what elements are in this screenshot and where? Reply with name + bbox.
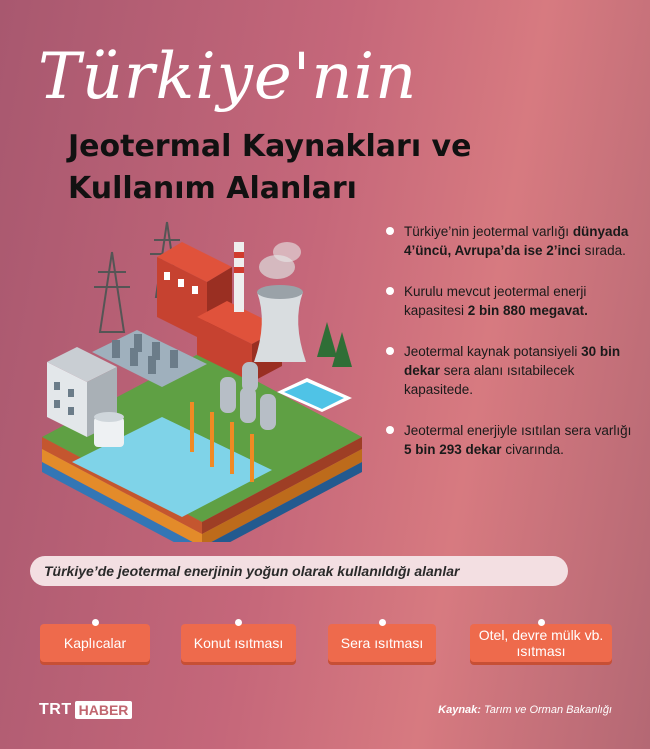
use-label: Kaplıcalar [63,635,127,651]
geothermal-plant-illustration [32,212,372,542]
use-button-hotel-heating[interactable] [470,624,612,662]
pin-icon [379,619,386,626]
title-line-2: Kullanım Alanları [68,171,357,206]
fact-highlight: 5 bin 293 dekar [404,442,502,457]
fact-highlight: 30 bin dekar [404,344,621,378]
use-button-residential-heating[interactable] [181,624,296,662]
source-text: Tarım ve Orman Bakanlığı [480,704,612,716]
bullet-icon [386,287,394,295]
facts-list [386,222,636,459]
source-credit [438,704,612,716]
pin-icon [92,619,99,626]
use-label: Konut ısıtması [193,635,284,651]
fact-item [386,282,636,320]
script-title: Türkiye'nin [38,40,418,114]
source-label: Kaynak: [438,704,481,716]
usage-areas-banner: Türkiye’de jeotermal enerjinin yoğun olarak kullanıldığı alanlar [30,556,568,586]
trt-haber-logo [39,700,132,720]
fact-text: Türkiye’nin jeotermal varlığı [404,224,573,239]
fact-text-end: civarında. [501,442,564,457]
title-line-1: Jeotermal Kaynakları ve [68,129,472,164]
use-label: Sera ısıtması [340,635,424,651]
logo-haber: HABER [75,701,133,719]
fact-item [386,421,636,459]
page-title [68,126,471,210]
fact-text: Jeotermal enerjiyle ısıtılan sera varlığı [404,423,632,438]
pin-icon [538,619,545,626]
fact-item [386,342,636,399]
fact-highlight: dünyada 4’üncü, Avrupa’da ise 2’inci [404,224,629,258]
bullet-icon [386,347,394,355]
use-label: Otel, devre mülk vb. ısıtması [478,627,604,659]
fact-item [386,222,636,260]
use-button-spas[interactable] [40,624,150,662]
fact-text-end: sırada. [580,243,626,258]
use-button-greenhouse-heating[interactable] [328,624,436,662]
logo-trt: TRT [39,701,72,718]
fact-highlight: 2 bin 880 megavat. [467,303,588,318]
pin-icon [235,619,242,626]
fact-text: Jeotermal kaynak potansiyeli [404,344,582,359]
fact-text: Kurulu mevcut jeotermal enerji kapasitesi [404,284,587,318]
fact-text-end: sera alanı ısıtabilecek kapasitede. [404,363,575,397]
bullet-icon [386,426,394,434]
bullet-icon [386,227,394,235]
